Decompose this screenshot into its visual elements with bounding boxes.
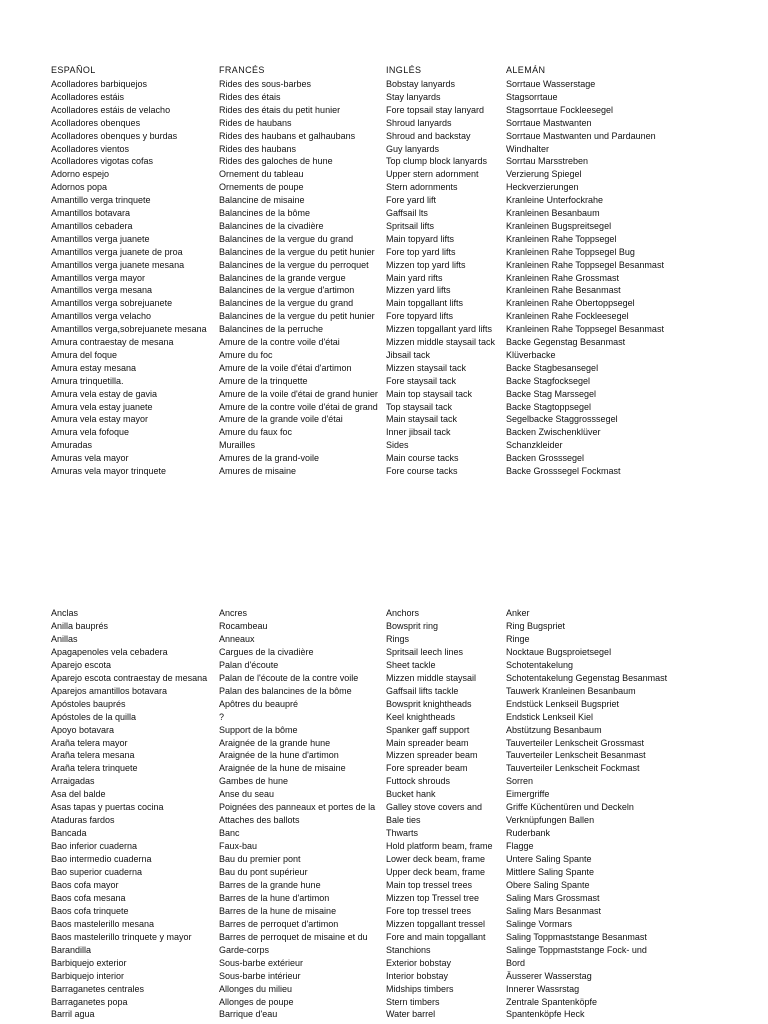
table-cell-aleman: Backe Stagfocksegel [506,375,591,386]
table-cell-espanol: Amura trinquetilla. [51,375,124,386]
table-cell-ingles: Rings [386,633,410,644]
table-cell-espanol: Baos cofa mesana [51,892,126,903]
table-cell-aleman: Spantenköpfe Heck [506,1009,585,1020]
table-cell-aleman: Äusserer Wasserstag [506,970,592,981]
table-cell-ingles: Jibsail tack [386,349,431,360]
table-cell-frances: Amure de la contre voile d'étai de grand [219,401,378,412]
table-cell-frances: Balancine de misaine [219,195,305,206]
table-cell-ingles: Main staysail tack [386,414,458,425]
table-cell-aleman: Kranleinen Rahe Toppsegel [506,233,617,244]
table-cell-frances: Anneaux [219,633,255,644]
table-cell-frances: Amure du foc [219,349,273,360]
table-cell-ingles: Guy lanyards [386,143,440,154]
table-cell-aleman: Backe Grosssegel Fockmast [506,466,621,476]
table-cell-ingles: Stay lanyards [386,91,441,102]
table-cell-espanol: Acolladores vientos [51,143,130,154]
table-cell-espanol: Amantillo verga trinquete [51,195,151,206]
table-cell-espanol: Acolladores obenques y burdas [51,130,178,141]
column-header-aleman: ALEMÁN [506,65,546,75]
table-cell-frances: Amures de la grand-voile [219,453,320,464]
table-cell-ingles: Fore and main topgallant [386,931,486,942]
table-cell-espanol: Arraigadas [51,776,95,787]
table-cell-espanol: Baos mastelerillo mesana [51,918,155,929]
column-header-espanol: ESPAÑOL [51,65,96,75]
table-cell-ingles: Exterior bobstay [386,957,452,968]
table-cell-ingles: Anchors [386,608,420,618]
table-cell-aleman: Mittlere Saling Spante [506,867,595,877]
table-cell-espanol: Anillas [51,633,78,644]
table-cell-frances: Rides des haubans [219,143,297,154]
table-cell-aleman: Sorrtaue Mastwanten und Pardaunen [506,130,656,141]
table-cell-ingles: Main top tressel trees [386,879,473,890]
table-cell-espanol: Bao superior cuaderna [51,867,143,877]
table-cell-ingles: Sides [386,440,409,451]
table-cell-frances: Attaches des ballots [219,815,300,826]
table-cell-frances: Balancines de la bôme [219,208,311,218]
table-cell-frances: Rides des sous-barbes [219,79,312,89]
table-cell-espanol: Amantillos cebadera [51,220,133,231]
table-cell-frances: Araignée de la hune d'artimon [219,750,339,761]
table-cell-aleman: Saling Toppmaststange Besanmast [506,931,647,942]
table-cell-frances: Rides des étais [219,91,281,102]
table-cell-espanol: Barraganetes centrales [51,983,145,994]
table-cell-ingles: Fore top yard lifts [386,246,456,257]
table-cell-espanol: Baos mastelerillo trinquete y mayor [51,931,192,942]
table-cell-frances: Ancres [219,608,248,618]
table-cell-aleman: Backen Grosssegel [506,453,585,464]
table-cell-frances: Barres de la hune de misaine [219,905,337,916]
table-cell-aleman: Verzierung Spiegel [506,169,582,180]
table-cell-aleman: Ruderbank [506,828,551,839]
table-cell-frances: Rides des étais du petit hunier [219,104,341,115]
table-cell-aleman: Schotentakelung [506,659,574,670]
table-cell-frances: Support de la bôme [219,724,298,735]
table-cell-espanol: Barandilla [51,944,92,955]
table-cell-aleman: Kranleinen Rahe Besanmast [506,285,621,296]
table-cell-ingles: Mizzen top yard lifts [386,259,466,270]
table-cell-frances: Amure de la voile d'étai d'artimon [219,362,352,373]
table-cell-espanol: Amura vela estay de gavia [51,388,158,399]
table-cell-aleman: Sorrtaue Wasserstage [506,79,596,89]
table-cell-ingles: Bowsprit ring [386,620,439,631]
table-cell-espanol: Amura contraestay de mesana [51,337,174,347]
table-cell-aleman: Kranleinen Bugspreitsegel [506,220,612,231]
table-cell-frances: Rides de haubans [219,117,292,128]
table-cell-ingles: Water barrel [386,1009,436,1020]
table-cell-aleman: Schanzkleider [506,440,563,451]
table-cell-ingles: Midships timbers [386,983,454,994]
table-cell-ingles: Lower deck beam, frame [386,854,486,865]
table-cell-ingles: Shroud and backstay [386,130,471,141]
table-cell-frances: ? [219,711,225,722]
table-cell-aleman: Griffe Küchentüren und Deckeln [506,802,634,813]
table-cell-espanol: Anclas [51,608,79,618]
table-cell-espanol: Anilla bauprés [51,620,109,631]
table-cell-espanol: Aparejo escota contraestay de mesana [51,672,208,683]
table-cell-aleman: Salinge Toppmaststange Fock- und [506,944,647,955]
table-cell-aleman: Salinge Vormars [506,918,573,929]
table-cell-aleman: Kranleinen Rahe Fockleesegel [506,311,629,322]
table-cell-ingles: Spritsail leech lines [386,646,464,657]
table-cell-aleman: Endstick Lenkseil Kiel [506,711,594,722]
table-cell-ingles: Mizzen middle staysail [386,672,477,683]
table-cell-ingles: Stern adornments [386,182,458,193]
table-cell-frances: Balancines de la grande vergue [219,272,346,283]
table-cell-espanol: Amantillos verga sobrejuanete [51,298,173,309]
table-cell-frances: Anse du seau [219,789,275,800]
table-cell-espanol: Acolladores estáis [51,91,125,102]
table-cell-ingles: Bale ties [386,815,421,826]
table-cell-frances: Murailles [219,440,256,451]
table-cell-frances: Allonges de poupe [219,996,294,1007]
table-cell-frances: Rides des haubans et galhaubans [219,130,356,141]
column-header-frances: FRANCÉS [219,65,265,75]
table-cell-ingles: Stanchions [386,944,431,955]
table-cell-espanol: Aparejo escota [51,659,112,670]
table-cell-frances: Ornements de poupe [219,182,304,193]
table-cell-espanol: Amantillos verga juanete [51,233,150,244]
table-cell-espanol: Acolladores obenques [51,117,141,128]
table-cell-espanol: Apóstoles de la quilla [51,711,137,722]
table-cell-ingles: Main spreader beam [386,737,469,748]
table-cell-espanol: Asa del balde [51,789,106,800]
table-cell-frances: Rides des galoches de hune [219,156,333,167]
table-cell-espanol: Amantillos verga mesana [51,285,153,296]
table-cell-ingles: Fore yard lift [386,195,437,206]
table-cell-espanol: Amura vela estay juanete [51,401,153,412]
table-cell-frances: Poignées des panneaux et portes de la [219,802,376,813]
table-cell-ingles: Fore topsail stay lanyard [386,104,485,115]
table-cell-espanol: Adornos popa [51,182,108,193]
table-cell-aleman: Zentrale Spantenköpfe [506,996,598,1007]
table-cell-ingles: Bobstay lanyards [386,79,456,89]
table-cell-aleman: Tauverteiler Lenkscheit Fockmast [506,763,640,774]
table-cell-espanol: Amura del foque [51,349,118,360]
table-cell-frances: Bau du premier pont [219,854,301,865]
table-cell-espanol: Baos cofa trinquete [51,905,129,916]
table-cell-espanol: Amantillos botavara [51,208,131,218]
table-cell-ingles: Main yard rifts [386,272,443,283]
table-cell-frances: Allonges du milieu [219,983,293,994]
table-cell-ingles: Main top staysail tack [386,388,473,399]
table-cell-frances: Palan de l'écoute de la contre voile [219,672,359,683]
table-cell-espanol: Amuras vela mayor trinquete [51,466,167,476]
table-cell-espanol: Amuradas [51,440,93,451]
table-cell-aleman: Ringe [506,633,530,644]
table-cell-ingles: Mizzen middle staysail tack [386,337,496,347]
column-header-ingles: INGLÉS [386,65,422,75]
table-cell-aleman: Nocktaue Bugsproietsegel [506,646,612,657]
table-cell-aleman: Kranleinen Rahe Toppsegel Bug [506,246,635,257]
table-cell-ingles: Mizzen yard lifts [386,285,451,296]
table-cell-ingles: Upper deck beam, frame [386,867,486,877]
table-cell-frances: Apôtres du beaupré [219,698,299,709]
table-cell-frances: Garde-corps [219,944,270,955]
table-cell-aleman: Tauwerk Kranleinen Besanbaum [506,685,636,696]
table-cell-ingles: Mizzen spreader beam [386,750,478,761]
table-cell-ingles: Main topgallant lifts [386,298,464,309]
table-cell-aleman: Backe Stag Marssegel [506,388,597,399]
table-cell-aleman: Endstück Lenkseil Bugspriet [506,698,620,709]
table-cell-espanol: Amura estay mesana [51,362,137,373]
table-cell-aleman: Segelbacke Staggrosssegel [506,414,618,425]
table-cell-ingles: Stern timbers [386,996,440,1007]
table-cell-ingles: Top staysail tack [386,401,453,412]
table-cell-ingles: Main topyard lifts [386,233,455,244]
table-cell-frances: Barres de perroquet de misaine et du [219,931,368,942]
table-cell-frances: Banc [219,828,240,839]
table-cell-ingles: Fore staysail tack [386,375,457,386]
table-cell-ingles: Fore topyard lifts [386,311,454,322]
table-cell-espanol: Barbiquejo interior [51,970,125,981]
table-cell-frances: Balancines de la perruche [219,324,324,335]
table-cell-espanol: Araña telera mesana [51,750,135,761]
table-cell-espanol: Asas tapas y puertas cocina [51,802,164,813]
table-cell-ingles: Mizzen topgallant yard lifts [386,324,493,335]
table-cell-aleman: Backen Zwischenklüver [506,427,601,438]
table-cell-frances: Balancines de la vergue du grand [219,298,354,309]
table-cell-espanol: Amantillos verga,sobrejuanete mesana [51,324,207,335]
table-cell-aleman: Kranleinen Rahe Grossmast [506,272,620,283]
table-cell-ingles: Gaffsail lifts tackle [386,685,459,696]
table-cell-espanol: Amuras vela mayor [51,453,129,464]
table-cell-aleman: Saling Mars Besanmast [506,905,602,916]
table-cell-ingles: Fore spreader beam [386,763,468,774]
table-cell-aleman: Tauverteiler Lenkscheit Besanmast [506,750,646,761]
table-cell-frances: Amures de misaine [219,466,297,476]
table-cell-espanol: Apagapenoles vela cebadera [51,646,168,657]
table-cell-aleman: Kranleinen Rahe Toppsegel Besanmast [506,259,664,270]
table-cell-frances: Amure de la trinquette [219,375,308,386]
table-cell-frances: Barres de perroquet d'artimon [219,918,339,929]
table-cell-ingles: Mizzen top Tressel tree [386,892,480,903]
table-cell-espanol: Acolladores vigotas cofas [51,156,154,167]
table-cell-aleman: Backe Stagtoppsegel [506,401,592,412]
table-cell-aleman: Untere Saling Spante [506,854,592,865]
table-cell-ingles: Bucket hank [386,789,436,800]
table-cell-aleman: Sorrtau Marsstreben [506,156,589,167]
table-cell-espanol: Araña telera mayor [51,737,128,748]
table-cell-frances: Gambes de hune [219,776,289,787]
table-cell-frances: Araignée de la grande hune [219,737,331,748]
table-cell-ingles: Top clump block lanyards [386,156,488,167]
table-cell-frances: Barres de la hune d'artimon [219,892,330,903]
table-cell-aleman: Bord [506,957,526,968]
table-cell-ingles: Galley stove covers and [386,802,483,813]
table-cell-aleman: Stagsorrtaue [506,91,558,102]
table-cell-frances: Bau du pont supérieur [219,867,308,877]
table-cell-espanol: Ataduras fardos [51,815,115,826]
table-cell-espanol: Amantillos verga mayor [51,272,146,283]
table-cell-aleman: Sorren [506,776,534,787]
table-cell-aleman: Backe Gegenstag Besanmast [506,337,626,347]
table-cell-aleman: Kranleinen Rahe Obertoppsegel [506,298,635,309]
table-cell-espanol: Bao intermedio cuaderna [51,854,152,865]
table-cell-espanol: Aparejos amantillos botavara [51,685,168,696]
table-cell-espanol: Amantillos verga juanete de proa [51,246,183,257]
table-cell-aleman: Verknüpfungen Ballen [506,815,595,826]
table-cell-frances: Balancines de la vergue du petit hunier [219,311,375,322]
table-cell-frances: Amure de la grande voile d'étai [219,414,343,425]
table-cell-ingles: Sheet tackle [386,659,436,670]
table-cell-frances: Rocambeau [219,620,268,631]
table-cell-aleman: Eimergriffe [506,789,550,800]
table-cell-aleman: Abstützung Besanbaum [506,724,602,735]
table-cell-frances: Ornement du tableau [219,169,304,180]
table-cell-aleman: Anker [506,608,530,618]
table-cell-espanol: Adorno espejo [51,169,110,180]
table-cell-frances: Araignée de la hune de misaine [219,763,346,774]
table-cell-espanol: Acolladores barbiquejos [51,79,148,89]
table-cell-aleman: Flagge [506,841,534,852]
table-cell-ingles: Inner jibsail tack [386,427,451,438]
table-cell-espanol: Amura vela fofoque [51,427,130,438]
table-cell-ingles: Upper stern adornment [386,169,479,180]
table-cell-espanol: Amantillos verga velacho [51,311,152,322]
table-cell-ingles: Interior bobstay [386,970,449,981]
table-cell-aleman: Schotentakelung Gegenstag Besanmast [506,672,668,683]
table-cell-frances: Balancines de la vergue du petit hunier [219,246,375,257]
table-cell-ingles: Spritsail lifts [386,220,435,231]
table-cell-aleman: Kranleinen Rahe Toppsegel Besanmast [506,324,664,335]
table-cell-aleman: Tauverteiler Lenkscheit Grossmast [506,737,645,748]
table-cell-frances: Balancines de la vergue d'artimon [219,285,355,296]
table-cell-ingles: Spanker gaff support [386,724,470,735]
table-cell-aleman: Backe Stagbesansegel [506,362,599,373]
table-cell-aleman: Innerer Wassrstag [506,983,580,994]
table-cell-ingles: Thwarts [386,828,419,839]
table-cell-aleman: Obere Saling Spante [506,879,590,890]
table-cell-ingles: Main course tacks [386,453,459,464]
table-cell-espanol: Baos cofa mayor [51,879,119,890]
table-cell-espanol: Apóstoles bauprés [51,698,126,709]
table-cell-frances: Barrique d'eau [219,1009,278,1020]
table-cell-espanol: Barraganetes popa [51,996,128,1007]
table-cell-frances: Sous-barbe intérieur [219,970,301,981]
table-cell-frances: Balancines de la vergue du perroquet [219,259,369,270]
table-cell-aleman: Heckverzierungen [506,182,579,193]
table-cell-frances: Cargues de la civadière [219,646,314,657]
table-cell-aleman: Kranleine Unterfockrahe [506,195,604,206]
table-cell-ingles: Gaffsail lts [386,208,428,218]
table-cell-espanol: Apoyo botavara [51,724,115,735]
table-cell-ingles: Mizzen topgallant tressel [386,918,486,929]
table-cell-aleman: Klüverbacke [506,349,556,360]
table-cell-aleman: Stagsorrtaue Fockleesegel [506,104,614,115]
table-cell-espanol: Barril agua [51,1009,95,1020]
table-cell-espanol: Amura vela estay mayor [51,414,149,425]
table-cell-frances: Balancines de la civadière [219,220,324,231]
table-cell-aleman: Sorrtaue Mastwanten [506,117,592,128]
table-cell-frances: Faux-bau [219,841,258,852]
table-cell-aleman: Windhalter [506,143,550,154]
table-cell-frances: Amure de la contre voile d'étai [219,337,340,347]
table-cell-frances: Balancines de la vergue du grand [219,233,354,244]
table-cell-frances: Amure du faux foc [219,427,293,438]
table-cell-ingles: Bowsprit knightheads [386,698,472,709]
table-cell-ingles: Shroud lanyards [386,117,452,128]
table-cell-frances: Sous-barbe extérieur [219,957,304,968]
table-cell-frances: Palan des balancines de la bôme [219,685,352,696]
table-cell-espanol: Bancada [51,828,87,839]
table-cell-espanol: Araña telera trinquete [51,763,138,774]
table-cell-aleman: Kranleinen Besanbaum [506,208,600,218]
table-cell-espanol: Barbiquejo exterior [51,957,127,968]
table-cell-frances: Palan d'écoute [219,659,279,670]
table-cell-aleman: Saling Mars Grossmast [506,892,600,903]
table-cell-espanol: Acolladores estáis de velacho [51,104,171,115]
table-cell-frances: Barres de la grande hune [219,879,321,890]
table-cell-ingles: Keel knightheads [386,711,456,722]
table-cell-aleman: Ring Bugspriet [506,620,566,631]
table-cell-frances: Amure de la voile d'étai de grand hunier [219,388,378,399]
table-cell-ingles: Fore top tressel trees [386,905,472,916]
table-cell-espanol: Amantillos verga juanete mesana [51,259,185,270]
table-cell-ingles: Mizzen staysail tack [386,362,467,373]
table-cell-espanol: Bao inferior cuaderna [51,841,138,852]
table-cell-ingles: Fore course tacks [386,466,458,476]
table-cell-ingles: Futtock shrouds [386,776,451,787]
table-cell-ingles: Hold platform beam, frame [386,841,493,852]
